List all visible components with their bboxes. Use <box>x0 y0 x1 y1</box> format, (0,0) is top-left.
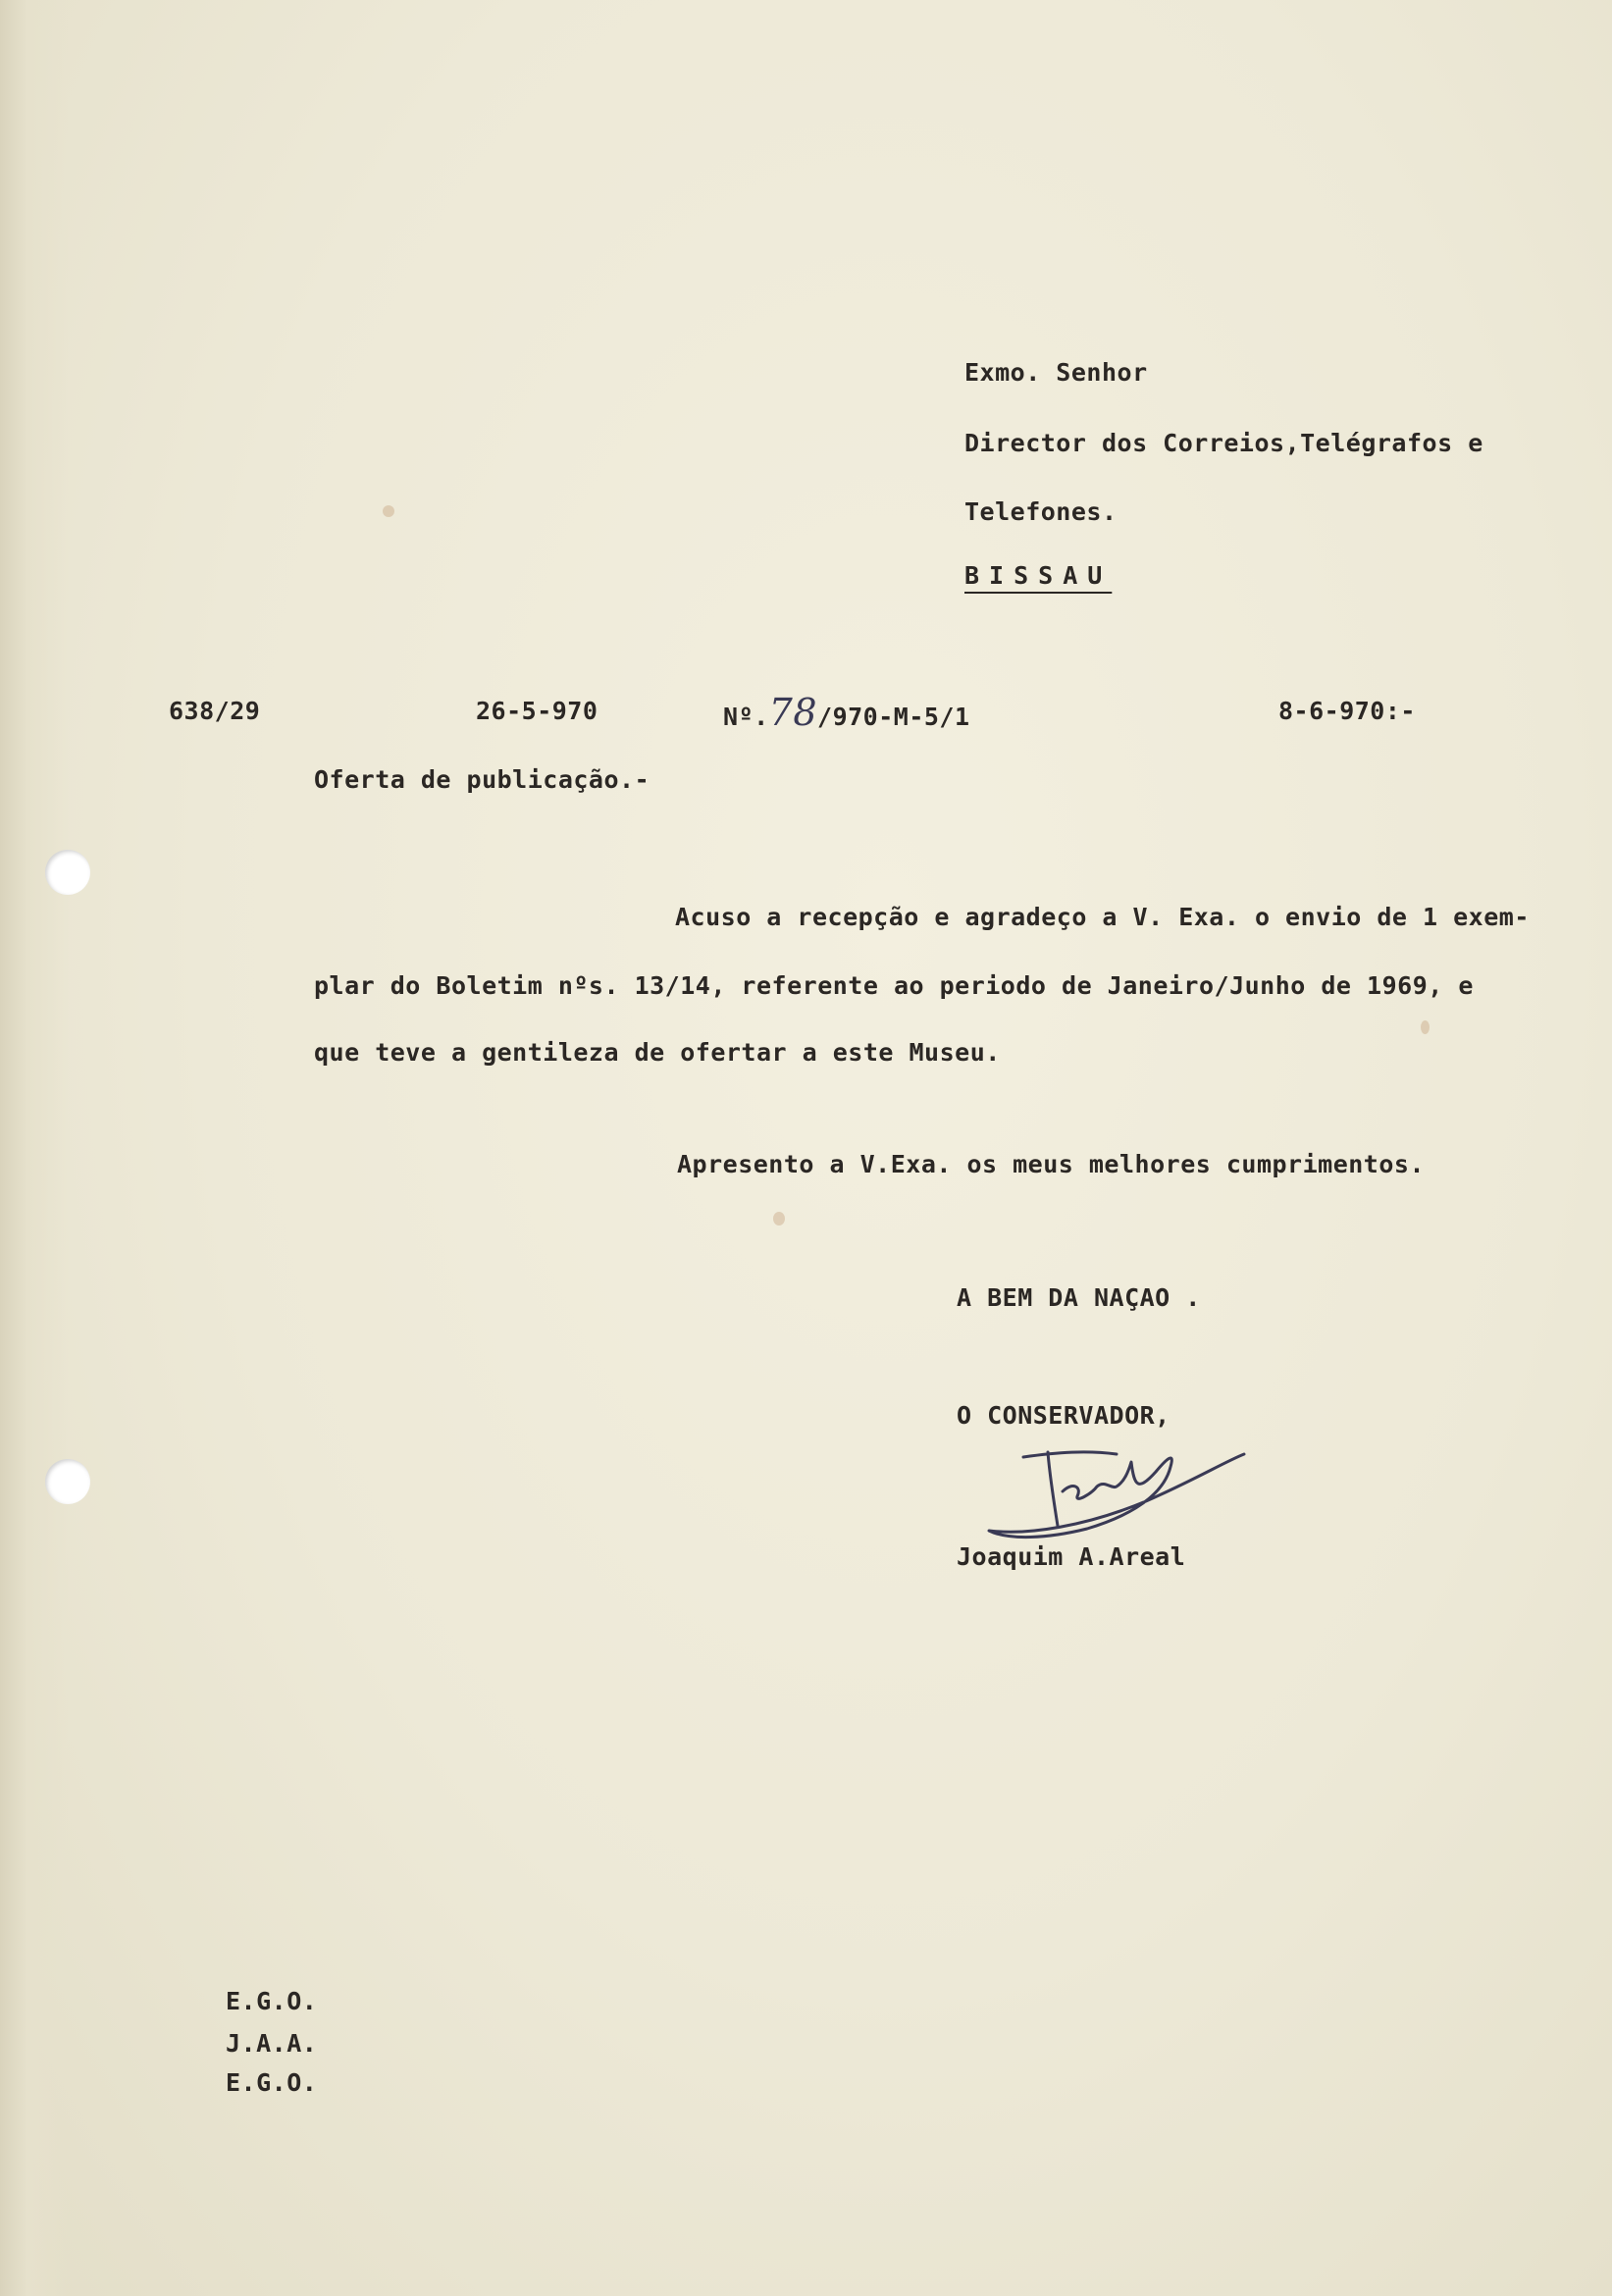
addressee-title-line2: Telefones. <box>964 497 1118 526</box>
reference-number-suffix: /970-M-5/1 <box>817 703 970 731</box>
reference-number <box>723 691 970 734</box>
closing-motto: A BEM DA NAÇAO . <box>957 1283 1201 1312</box>
addressee-city: BISSAU <box>964 561 1113 590</box>
their-date: 26-5-970 <box>476 697 598 725</box>
reference-number-handwritten: 78 <box>768 691 818 734</box>
signature-mark <box>969 1433 1264 1550</box>
body-paragraph1-line3: que teve a gentileza de ofertar a este Museu. <box>314 1038 1001 1067</box>
punch-hole-bottom <box>45 1459 90 1504</box>
addressee-salutation: Exmo. Senhor <box>964 358 1148 387</box>
body-paragraph1-line2: plar do Boletim nºs. 13/14, referente ao periodo de Janeiro/Junho de 1969, e <box>314 971 1474 1000</box>
stain-mark <box>773 1212 785 1226</box>
reference-number-prefix: Nº. <box>723 703 769 731</box>
stain-mark <box>1421 1020 1430 1034</box>
closing-role: O CONSERVADOR, <box>957 1401 1170 1430</box>
addressee-title-line1: Director dos Correios,Telégrafos e <box>964 429 1483 457</box>
body-paragraph1-line1: Acuso a recepção e agradeço a V. Exa. o envio de 1 exem- <box>675 903 1530 931</box>
stain-mark <box>383 505 394 517</box>
file-code: 638/29 <box>169 697 261 725</box>
punch-hole-top <box>45 850 90 895</box>
subject-line: Oferta de publicação.- <box>314 765 650 794</box>
copy-recipient: E.G.O. <box>226 2068 318 2097</box>
copy-recipient: J.A.A. <box>226 2029 318 2058</box>
signatory-name: Joaquim A.Areal <box>957 1542 1186 1571</box>
paper-edge <box>0 0 69 2296</box>
body-paragraph2: Apresento a V.Exa. os meus melhores cumprimentos. <box>677 1150 1426 1178</box>
letter-date: 8-6-970:- <box>1278 697 1416 725</box>
copy-recipient: E.G.O. <box>226 1987 318 2015</box>
